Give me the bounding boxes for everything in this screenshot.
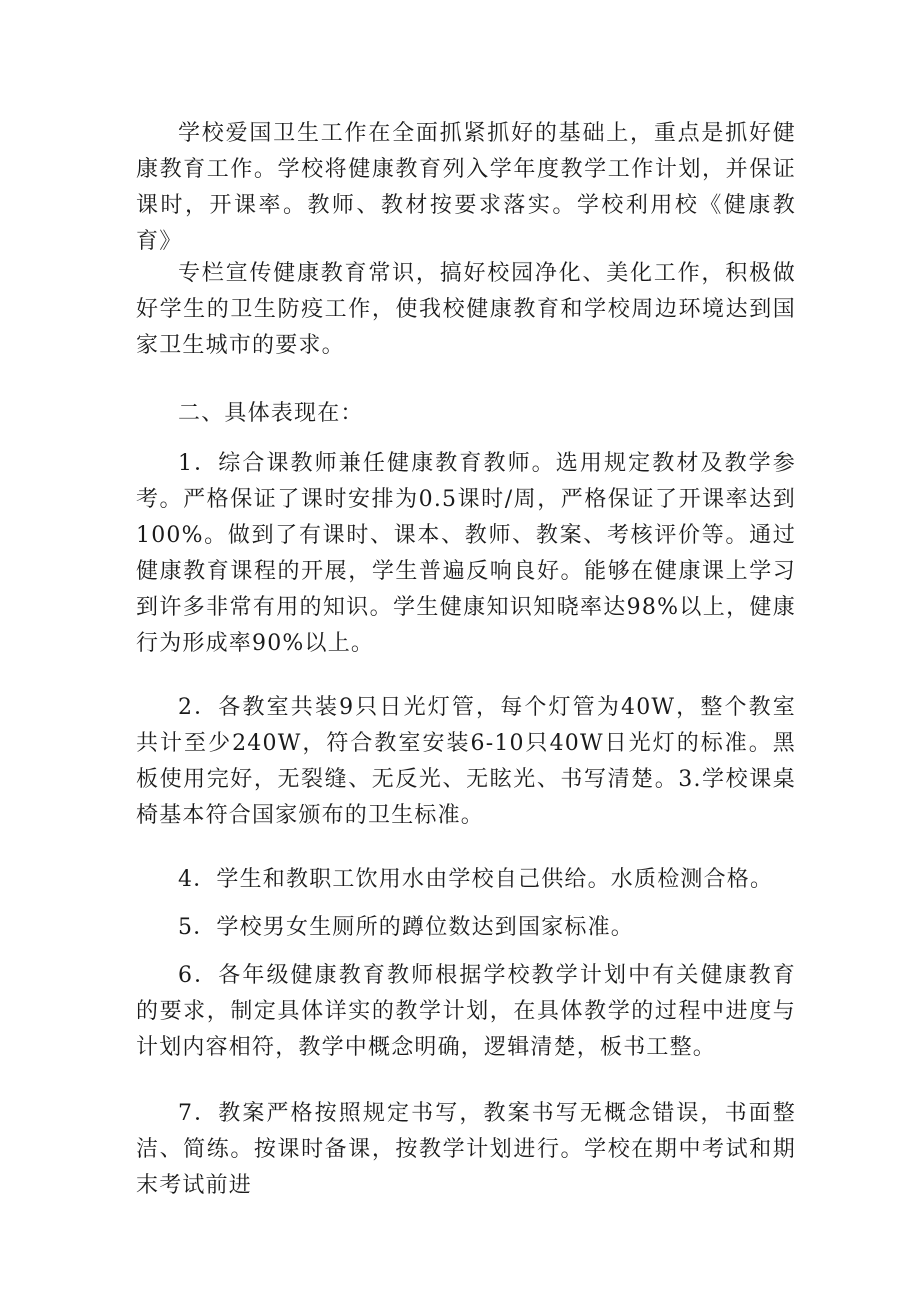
paragraph-item-5: 5．学校男女生厕所的蹲位数达到国家标准。	[178, 915, 634, 940]
paragraph-item-7: 7．教案严格按照规定书写，教案书写无概念错误，书面整洁、简练。按课时备课，按教学计划进行。学校在期中考试和期末考试前进	[136, 1101, 796, 1198]
section-heading: 二、具体表现在：	[178, 401, 364, 426]
paragraph-item-6: 6．各年级健康教育教师根据学校教学计划中有关健康教育的要求，制定具体详实的教学计划，在具体教学的过程中进度与计划内容相符，教学中概念明确，逻辑清楚，板书工整。	[136, 963, 796, 1060]
paragraph-item-1: 1．综合课教师兼任健康教育教师。选用规定教材及教学参考。严格保证了课时安排为0.5课时/周，严格保证了开课率达到100%。做到了有课时、课本、教师、教案、考核评价等。通过健康教育课程的开展，学生普遍反响良好。能够在健康课上学习到许多非常有用的知识。学生健康知识知晓率达98%以上，健康行为形成率90%以上。	[136, 451, 796, 656]
paragraph-intro: 学校爱国卫生工作在全面抓紧抓好的基础上，重点是抓好健康教育工作。学校将健康教育列入学年度教学工作计划，并保证课时，开课率。教师、教材按要求落实。学校利用校《健康教育》	[136, 121, 796, 254]
paragraph-item-2: 2．各教室共装9只日光灯管，每个灯管为40W，整个教室共计至少240W，符合教室安装6-10只40W日光灯的标准。黑板使用完好，无裂缝、无反光、无眩光、书写清楚。3.学校课桌椅基本符合国家颁布的卫生标准。	[136, 695, 796, 828]
paragraph-publicity: 专栏宣传健康教育常识，搞好校园净化、美化工作，积极做好学生的卫生防疫工作，使我校健康教育和学校周边环境达到国家卫生城市的要求。	[136, 261, 796, 358]
paragraph-item-4: 4．学生和教职工饮用水由学校自己供给。水质检测合格。	[178, 867, 774, 892]
